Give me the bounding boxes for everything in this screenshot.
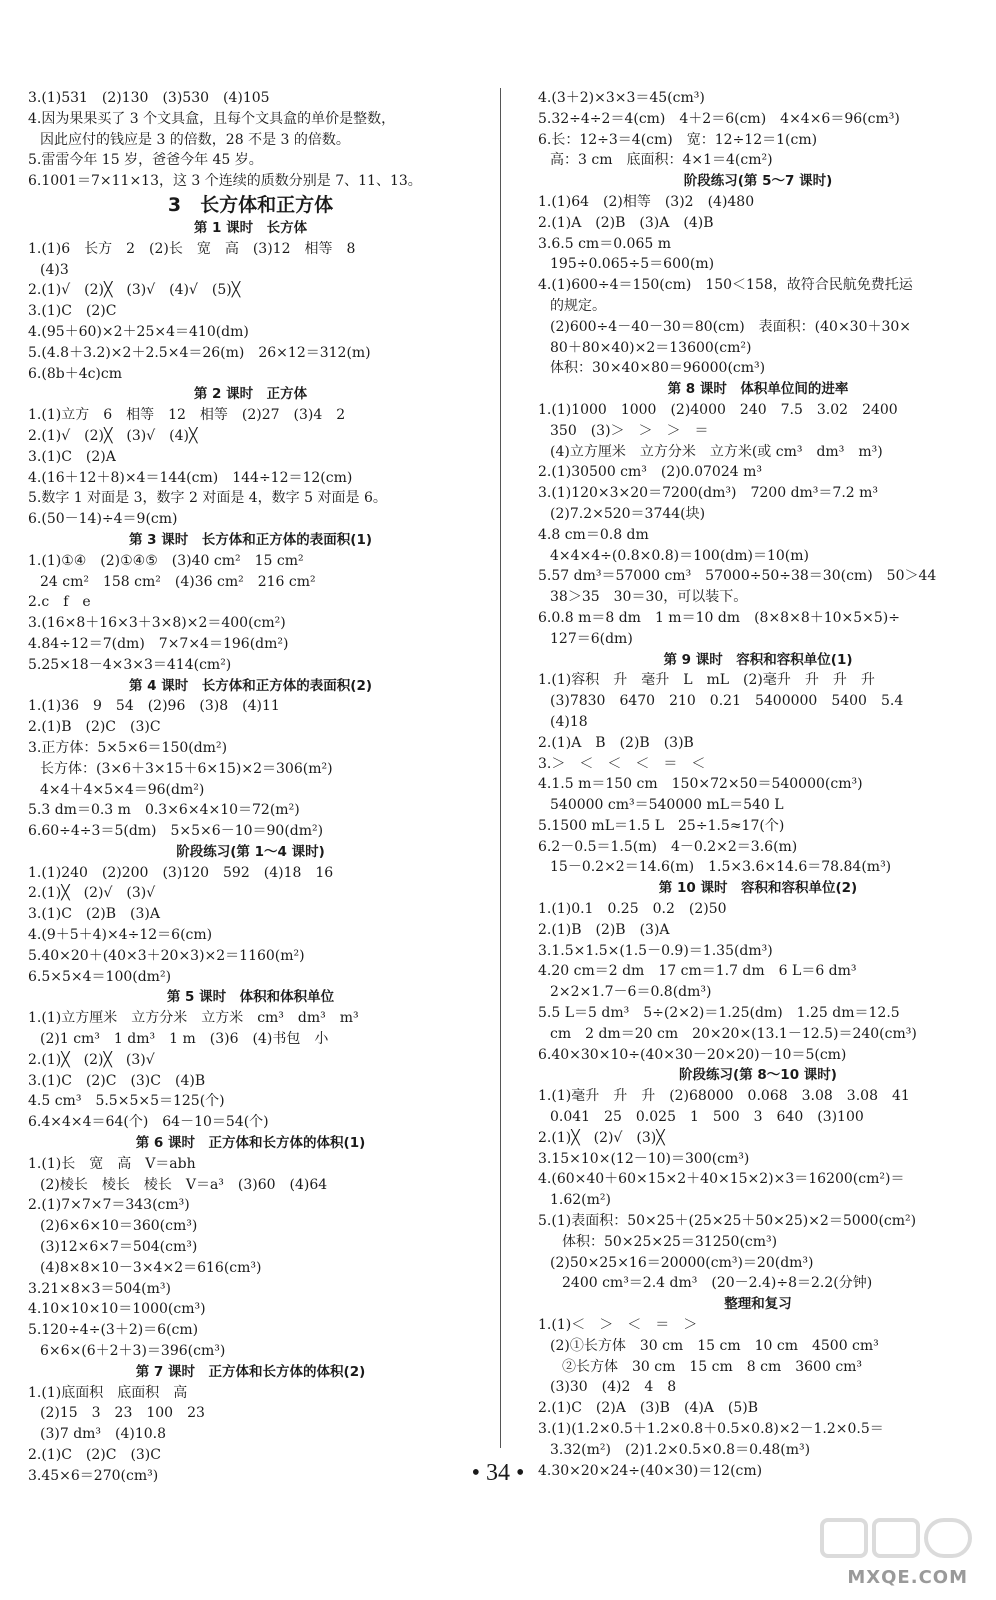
section-heading: 阶段练习(第 1～4 课时): [176, 843, 325, 860]
section-heading: 第 2 课时 正方体: [193, 386, 308, 403]
answer-line: (2)6×6×10＝360(cm³): [40, 1218, 198, 1235]
answer-line: 3.＞ ＜ ＜ ＜ ＝ ＜: [538, 755, 706, 772]
answer-line: 1.(1)6 长方 2 (2)长 宽 高 (3)12 相等 8: [28, 240, 356, 257]
answer-line: (3)7 dm³ (4)10.8: [40, 1426, 167, 1443]
answer-line: 5.(1)表面积：50×25＋(25×25＋50×25)×2＝5000(cm²): [538, 1213, 917, 1230]
right-column: [538, 88, 978, 1481]
answer-line: 4×4＋4×5×4＝96(dm²): [40, 781, 205, 798]
answer-line: (4)8×8×10－3×4×2＝616(cm³): [40, 1259, 262, 1276]
answer-line: 3.(1)(1.2×0.5＋1.2×0.8＋0.5×0.8)×2－1.2×0.5＝: [538, 1421, 884, 1437]
answer-line: cm 2 dm＝20 cm 20×20×(13.1－12.5)＝240(cm³): [550, 1025, 917, 1042]
answer-line: 3.(1)C (2)B (3)A: [28, 906, 160, 923]
answer-line: 2.(1)╳ (2)╳ (3)√: [28, 1051, 155, 1068]
answer-line: 5.1500 mL＝1.5 L 25÷1.5≈17(个): [538, 817, 785, 834]
answer-line: 2.(1)√ (2)╳ (3)√ (4)√ (5)╳: [28, 282, 241, 299]
answer-line: 5.40×20＋(40×3＋20×3)×2＝1160(m²): [28, 947, 305, 964]
answer-line: 6.(8b＋4c)cm: [28, 365, 123, 382]
answer-line: 2.(1)C (2)C (3)C: [28, 1447, 161, 1463]
answer-line: 的规定。: [550, 297, 606, 314]
answer-line: 127＝6(dm): [550, 630, 633, 647]
column-divider: [500, 88, 501, 1448]
answer-line: 3.(1)531 (2)130 (3)530 (4)105: [28, 90, 270, 106]
answer-line: 3.32(m²) (2)1.2×0.5×0.8＝0.48(m³): [550, 1441, 811, 1458]
answer-line: 2.(1)C (2)A (3)B (4)A (5)B: [538, 1400, 759, 1417]
answer-line: 4.8 cm＝0.8 dm: [538, 526, 649, 543]
answer-line: 2.(1)30500 cm³ (2)0.07024 m³: [538, 464, 762, 481]
answer-line: 高：3 cm 底面积：4×1＝4(cm²): [550, 152, 773, 169]
answer-line: (3)12×6×7＝504(cm³): [40, 1239, 198, 1256]
answer-line: (4)18: [550, 713, 588, 730]
answer-line: (2)50×25×16＝20000(cm³)＝20(dm³): [550, 1254, 814, 1271]
answer-line: 3.21×8×3＝504(m³): [28, 1280, 171, 1297]
answer-line: ②长方体 30 cm 15 cm 8 cm 3600 cm³: [562, 1358, 863, 1375]
answer-line: 3.(16×8＋16×3＋3×8)×2＝400(cm²): [28, 615, 286, 632]
answer-line: 1.(1)240 (2)200 (3)120 592 (4)18 16: [28, 864, 334, 881]
answer-line: 1.(1)立方 6 相等 12 相等 (2)27 (3)4 2: [28, 407, 346, 424]
answer-line: 1.(1)＜ ＞ ＜ ＝ ＞: [538, 1317, 698, 1334]
answer-line: 24 cm² 158 cm² (4)36 cm² 216 cm²: [40, 573, 316, 590]
answer-line: 1.(1)1000 1000 (2)4000 240 7.5 3.02 2400: [538, 401, 898, 418]
answer-line: 1.(1)长 宽 高 V＝abh: [28, 1155, 196, 1172]
answer-line: 2.(1)B (2)C (3)C: [28, 719, 161, 736]
answer-line: 2.(1)A (2)B (3)A (4)B: [538, 214, 714, 231]
answer-line: 3.(1)C (2)A: [28, 448, 116, 465]
answer-line: 2.(1)╳ (2)√ (3)╳: [538, 1129, 665, 1146]
answer-line: 1.62(m²): [550, 1192, 611, 1209]
answer-line: 3.(1)C (2)C: [28, 303, 117, 320]
answer-line: 6.40×30×10÷(40×30－20×20)－10＝5(cm): [538, 1046, 847, 1063]
answer-line: 6.2－0.5＝1.5(m) 4－0.2×2＝3.6(m): [538, 838, 798, 855]
answer-line: (3)7830 6470 210 0.21 5400000 5400 5.4: [550, 693, 904, 710]
answer-line: 2.(1)√ (2)╳ (3)√ (4)╳: [28, 427, 198, 444]
answer-line: 2.c f e: [28, 594, 91, 611]
answer-line: 80＋80×40)×2＝13600(cm²): [550, 339, 752, 356]
answer-line: 长方体：(3×6＋3×15＋6×15)×2＝306(m²): [40, 760, 333, 777]
answer-line: (2)600÷4－40－30＝80(cm) 表面积：(40×30＋30×: [550, 318, 912, 335]
section-heading: 阶段练习(第 8～10 课时): [679, 1067, 837, 1084]
answer-line: 4.因为果果买了 3 个文具盒，且每个文具盒的单价是整数，: [28, 110, 396, 127]
answer-line: (2)棱长 棱长 棱长 V＝a³ (3)60 (4)64: [40, 1176, 328, 1193]
answer-line: 6.60÷4÷3＝5(dm) 5×5×6－10＝90(dm²): [28, 823, 324, 840]
answer-line: 6.5×5×4＝100(dm²): [28, 968, 172, 985]
answer-line: 4×4×4÷(0.8×0.8)＝100(dm)＝10(m): [550, 547, 809, 564]
answer-line: 3.6.5 cm＝0.065 m: [538, 235, 671, 252]
answer-line: 6.1001＝7×11×13，这 3 个连续的质数分别是 7、11、13。: [28, 173, 422, 190]
page-number: • 34 •: [471, 1460, 525, 1486]
answer-line: 6×6×(6＋2＋3)＝396(cm³): [40, 1343, 226, 1360]
answer-line: (2)①长方体 30 cm 15 cm 10 cm 4500 cm³: [550, 1337, 879, 1354]
answer-line: 4.(1)600÷4＝150(cm) 150＜158，故符合民航免费托运: [538, 277, 913, 294]
answer-line: 1.(1)底面积 底面积 高: [28, 1384, 188, 1401]
answer-line: 1.(1)64 (2)相等 (3)2 (4)480: [538, 193, 755, 210]
section-heading: 第 6 课时 正方体和长方体的体积(1): [135, 1135, 366, 1152]
answer-line: 3.(1)120×3×20＝7200(dm³) 7200 dm³＝7.2 m³: [538, 485, 879, 502]
answer-line: 4.30×20×24÷(40×30)＝12(cm): [538, 1462, 763, 1479]
answer-line: 1.(1)0.1 0.25 0.2 (2)50: [538, 901, 727, 918]
answer-line: 540000 cm³＝540000 mL＝540 L: [550, 797, 784, 814]
section-heading: 第 3 课时 长方体和正方体的表面积(1): [128, 531, 373, 548]
left-column: [28, 88, 473, 1487]
answer-line: 3.(1)C (2)C (3)C (4)B: [28, 1072, 206, 1089]
answer-line: 1.(1)毫升 升 升 (2)68000 0.068 3.08 3.08 41: [538, 1088, 910, 1105]
section-heading: 第 4 课时 长方体和正方体的表面积(2): [128, 677, 373, 694]
answer-line: (4)3: [40, 261, 69, 278]
answer-line: 4.(16＋12＋8)×4＝144(cm) 144÷12＝12(cm): [28, 469, 353, 486]
section-heading: 3 长方体和正方体: [167, 193, 334, 216]
section-heading: 第 10 课时 容积和容积单位(2): [658, 880, 858, 897]
answer-line: 2×2×1.7－6＝0.8(dm³): [550, 984, 712, 1001]
answer-line: (3)30 (4)2 4 8: [550, 1379, 677, 1396]
answer-line: 5.32÷4÷2＝4(cm) 4＋2＝6(cm) 4×4×6＝96(cm³): [538, 110, 900, 127]
answer-line: 5.5 L＝5 dm³ 5÷(2×2)＝1.25(dm) 1.25 dm＝12.5: [538, 1005, 900, 1022]
answer-line: 4.(60×40＋60×15×2＋40×15×2)×3＝16200(cm²)＝: [538, 1171, 905, 1188]
section-heading: 第 1 课时 长方体: [193, 219, 308, 236]
answer-line: 4.1.5 m＝150 cm 150×72×50＝540000(cm³): [538, 776, 863, 793]
section-heading: 第 7 课时 正方体和长方体的体积(2): [135, 1363, 366, 1380]
answer-line: 体积：50×25×25＝31250(cm³): [562, 1233, 778, 1250]
answer-line: 2.(1)7×7×7＝343(cm³): [28, 1197, 190, 1214]
answer-line: 5.雷雷今年 15 岁，爸爸今年 45 岁。: [28, 152, 263, 169]
answer-line: 体积：30×40×80＝96000(cm³): [550, 360, 766, 377]
answer-line: 1.(1)容积 升 毫升 L mL (2)毫升 升 升 升: [538, 672, 875, 689]
answer-line: (2)7.2×520＝3744(块): [550, 505, 706, 522]
answer-line: 15－0.2×2＝14.6(m) 1.5×3.6×14.6＝78.84(m³): [550, 859, 892, 876]
answer-line: 4.20 cm＝2 dm 17 cm＝1.7 dm 6 L＝6 dm³: [538, 963, 857, 980]
answer-line: 3.15×10×(12－10)＝300(cm³): [538, 1150, 750, 1167]
answer-line: 1.(1)①④ (2)①④⑤ (3)40 cm² 15 cm²: [28, 552, 304, 569]
answer-line: 因此应付的钱应是 3 的倍数，28 不是 3 的倍数。: [40, 131, 350, 148]
answer-line: 3.1.5×1.5×(1.5－0.9)＝1.35(dm³): [538, 942, 773, 959]
answer-line: 5.25×18－4×3×3＝414(cm²): [28, 656, 232, 673]
answer-line: 4.(95＋60)×2＋25×4＝410(dm): [28, 323, 249, 340]
answer-line: 5.120÷4÷(3＋2)＝6(cm): [28, 1322, 199, 1339]
answer-line: 2.(1)A B (2)B (3)B: [538, 734, 694, 751]
section-heading: 整理和复习: [724, 1296, 792, 1313]
watermark-text: MXQE.COM: [847, 1567, 968, 1588]
answer-line: 3.45×6＝270(cm³): [28, 1467, 159, 1484]
section-heading: 第 8 课时 体积单位间的进率: [667, 381, 849, 398]
answer-line: 4.(3＋2)×3×3＝45(cm³): [538, 90, 705, 106]
answer-line: 6.(50－14)÷4＝9(cm): [28, 511, 178, 528]
answer-line: 4.84÷12＝7(dm) 7×7×4＝196(dm²): [28, 635, 289, 652]
answer-line: 5.57 dm³＝57000 cm³ 57000÷50÷38＝30(cm) 50＞44: [538, 568, 937, 585]
answer-line: 1.(1)立方厘米 立方分米 立方米 cm³ dm³ m³: [28, 1010, 359, 1027]
answer-line: 5.数字 1 对面是 3，数字 2 对面是 4，数字 5 对面是 6。: [28, 490, 387, 507]
answer-line: (4)立方厘米 立方分米 立方米(或 cm³ dm³ m³): [550, 443, 883, 460]
section-heading: 第 9 课时 容积和容积单位(1): [663, 651, 853, 668]
answer-line: 6.0.8 m＝8 dm 1 m＝10 dm (8×8×8＋10×5×5)÷: [538, 609, 901, 626]
answer-line: 0.041 25 0.025 1 500 3 640 (3)100: [550, 1109, 864, 1126]
answer-line: 38＞35 30＝30，可以装下。: [550, 589, 748, 606]
answer-line: 4.10×10×10＝1000(cm³): [28, 1301, 206, 1318]
answer-line: (2)15 3 23 100 23: [40, 1405, 205, 1422]
answer-line: 4.5 cm³ 5.5×5×5＝125(个): [28, 1093, 225, 1110]
section-heading: 第 5 课时 体积和体积单位: [166, 989, 335, 1006]
answer-line: 3.正方体：5×5×6＝150(dm²): [28, 739, 228, 756]
answer-line: 5.(4.8＋3.2)×2＋2.5×4＝26(m) 26×12＝312(m): [28, 344, 371, 361]
section-heading: 阶段练习(第 5～7 课时): [683, 173, 833, 190]
answer-line: 1.(1)36 9 54 (2)96 (3)8 (4)11: [28, 698, 280, 715]
answer-line: 6.4×4×4＝64(个) 64－10＝54(个): [28, 1114, 269, 1131]
answer-line: 350 (3)＞ ＞ ＞ ＝: [550, 422, 709, 439]
answer-line: 6.长：12÷3＝4(cm) 宽：12÷12＝1(cm): [538, 131, 818, 148]
answer-line: 5.3 dm＝0.3 m 0.3×6×4×10＝72(m²): [28, 802, 300, 819]
answer-line: 2.(1)B (2)B (3)A: [538, 921, 670, 938]
answer-line: 2.(1)╳ (2)√ (3)√: [28, 885, 156, 902]
answer-line: 4.(9＋5＋4)×4÷12＝6(cm): [28, 927, 213, 944]
answer-line: 195÷0.065÷5＝600(m): [550, 256, 715, 273]
answer-line: (2)1 cm³ 1 dm³ 1 m (3)6 (4)书包 小: [40, 1031, 329, 1048]
answer-line: 2400 cm³＝2.4 dm³ (20－2.4)÷8＝2.2(分钟): [562, 1275, 873, 1292]
